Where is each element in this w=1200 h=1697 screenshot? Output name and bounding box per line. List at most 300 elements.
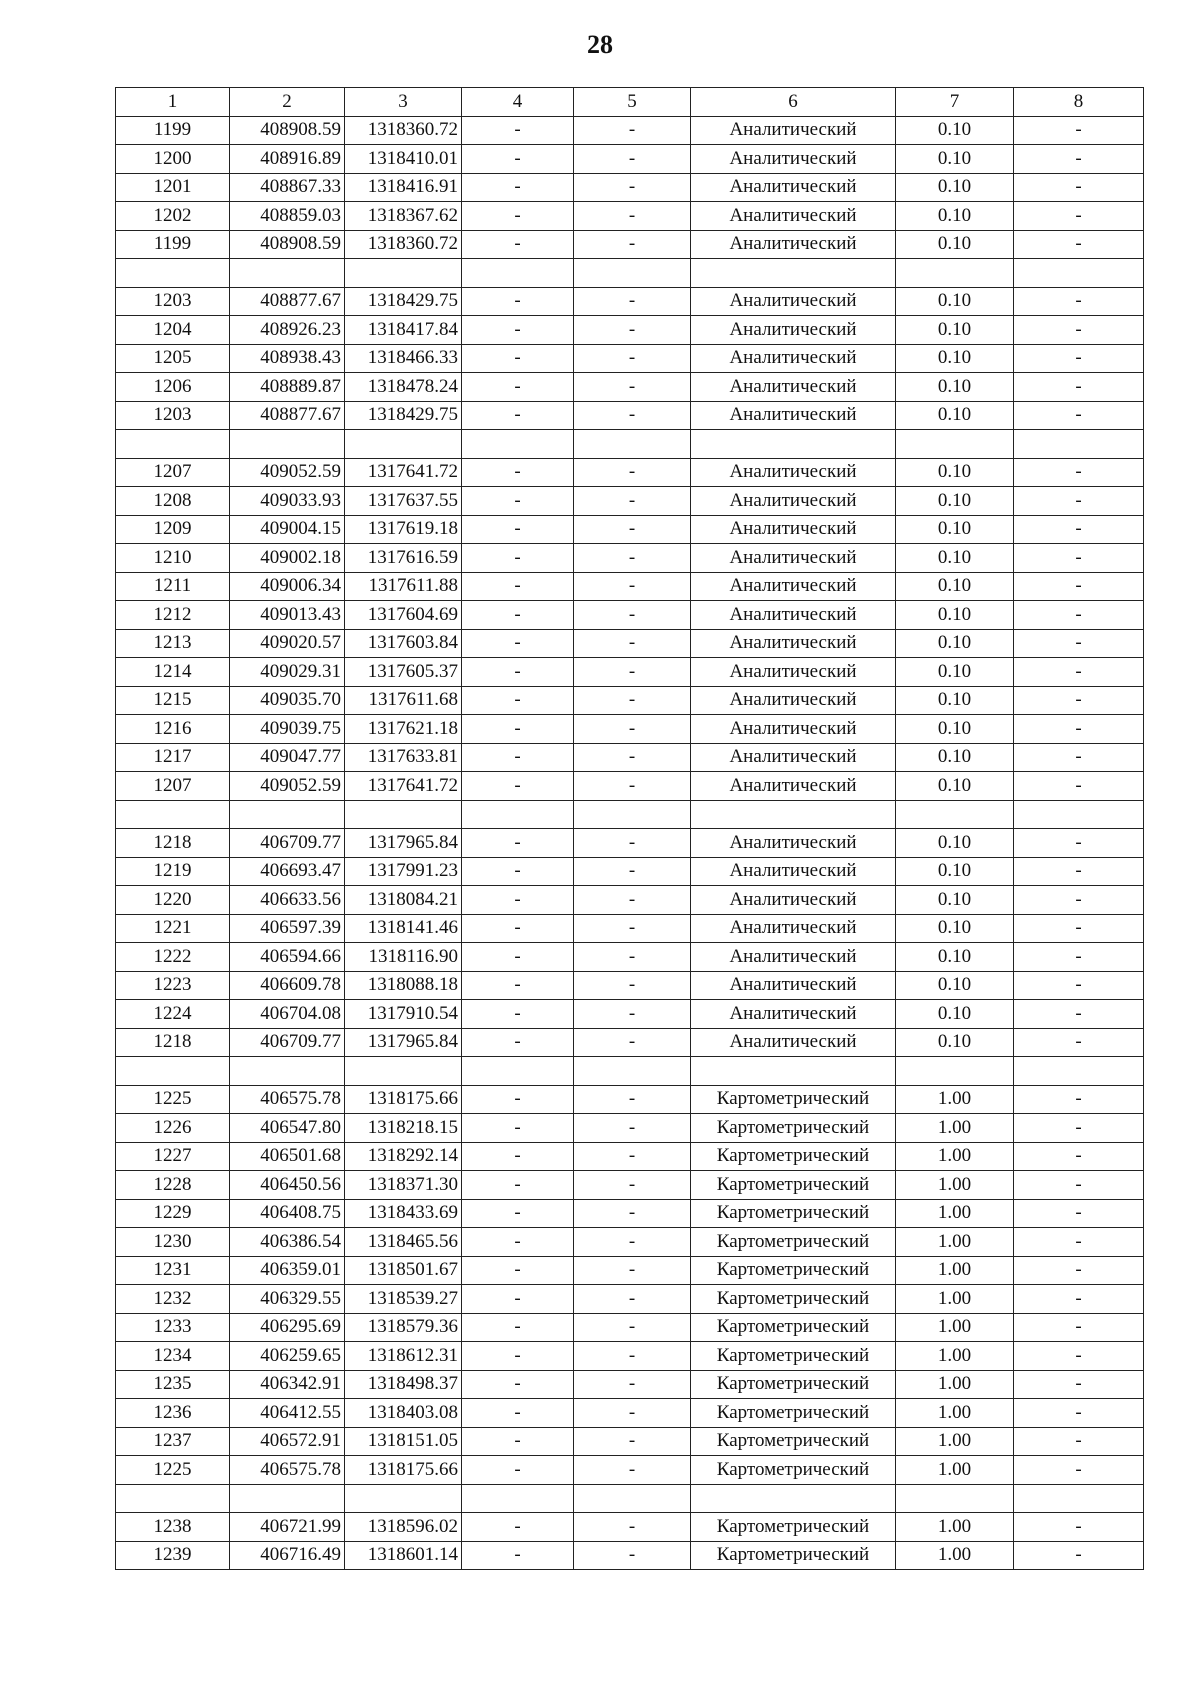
cell-point-number: 1212 <box>116 601 230 630</box>
cell-col-5: - <box>574 1228 691 1257</box>
cell-col-4: - <box>462 401 574 430</box>
table-row <box>116 629 1144 658</box>
cell-col-8: - <box>1014 1342 1144 1371</box>
cell-point-number: 1203 <box>116 401 230 430</box>
cell-x-coordinate: 406295.69 <box>230 1313 345 1342</box>
cell-col-4: - <box>462 914 574 943</box>
cell-x-coordinate: 406594.66 <box>230 943 345 972</box>
cell-point-number: 1221 <box>116 914 230 943</box>
cell-col-8: - <box>1014 1114 1144 1143</box>
cell-col-8: - <box>1014 458 1144 487</box>
coordinates-table <box>115 87 1144 1570</box>
table-row <box>116 743 1144 772</box>
cell-col-5: - <box>574 772 691 801</box>
cell-accuracy: 0.10 <box>896 515 1014 544</box>
cell-point-number: 1218 <box>116 829 230 858</box>
table-row <box>116 686 1144 715</box>
cell-method <box>691 259 896 288</box>
cell-method: Аналитический <box>691 373 896 402</box>
cell-x-coordinate: 406609.78 <box>230 971 345 1000</box>
cell-method: Аналитический <box>691 829 896 858</box>
cell-col-4: - <box>462 943 574 972</box>
cell-col-5: - <box>574 829 691 858</box>
cell-point-number: 1203 <box>116 287 230 316</box>
cell-x-coordinate: 408877.67 <box>230 287 345 316</box>
cell-col-5: - <box>574 1171 691 1200</box>
cell-col-8: - <box>1014 202 1144 231</box>
cell-y-coordinate: 1317633.81 <box>345 743 462 772</box>
cell-col-4: - <box>462 1541 574 1570</box>
table-row <box>116 1342 1144 1371</box>
cell-y-coordinate: 1318218.15 <box>345 1114 462 1143</box>
cell-method: Аналитический <box>691 971 896 1000</box>
cell-x-coordinate: 406450.56 <box>230 1171 345 1200</box>
cell-accuracy: 0.10 <box>896 173 1014 202</box>
column-header-7: 7 <box>896 88 1014 117</box>
cell-col-4 <box>462 1484 574 1513</box>
cell-x-coordinate: 406716.49 <box>230 1541 345 1570</box>
cell-method: Аналитический <box>691 715 896 744</box>
cell-accuracy: 0.10 <box>896 230 1014 259</box>
cell-col-4: - <box>462 458 574 487</box>
cell-accuracy: 0.10 <box>896 772 1014 801</box>
cell-accuracy: 0.10 <box>896 458 1014 487</box>
cell-accuracy: 1.00 <box>896 1456 1014 1485</box>
cell-point-number: 1219 <box>116 857 230 886</box>
cell-y-coordinate: 1318579.36 <box>345 1313 462 1342</box>
cell-col-5: - <box>574 1199 691 1228</box>
cell-x-coordinate: 406597.39 <box>230 914 345 943</box>
cell-x-coordinate: 409029.31 <box>230 658 345 687</box>
cell-accuracy: 0.10 <box>896 943 1014 972</box>
cell-point-number <box>116 1057 230 1086</box>
cell-x-coordinate: 409033.93 <box>230 487 345 516</box>
cell-col-8: - <box>1014 544 1144 573</box>
cell-point-number: 1238 <box>116 1513 230 1542</box>
table-row <box>116 344 1144 373</box>
cell-col-5: - <box>574 971 691 1000</box>
cell-point-number: 1204 <box>116 316 230 345</box>
cell-y-coordinate: 1317965.84 <box>345 1028 462 1057</box>
cell-col-5: - <box>574 544 691 573</box>
cell-y-coordinate: 1318367.62 <box>345 202 462 231</box>
cell-method: Аналитический <box>691 658 896 687</box>
cell-col-4: - <box>462 1028 574 1057</box>
cell-y-coordinate: 1318088.18 <box>345 971 462 1000</box>
cell-col-5: - <box>574 515 691 544</box>
cell-y-coordinate: 1318596.02 <box>345 1513 462 1542</box>
cell-col-5: - <box>574 230 691 259</box>
cell-col-8: - <box>1014 1199 1144 1228</box>
cell-col-4: - <box>462 886 574 915</box>
cell-accuracy: 1.00 <box>896 1285 1014 1314</box>
column-header-6: 6 <box>691 88 896 117</box>
cell-x-coordinate: 408908.59 <box>230 116 345 145</box>
table-row <box>116 202 1144 231</box>
cell-accuracy: 0.10 <box>896 1028 1014 1057</box>
cell-col-5 <box>574 1484 691 1513</box>
cell-accuracy: 0.10 <box>896 743 1014 772</box>
cell-method: Аналитический <box>691 1000 896 1029</box>
cell-col-4: - <box>462 1142 574 1171</box>
cell-point-number: 1207 <box>116 772 230 801</box>
table-row <box>116 971 1144 1000</box>
cell-accuracy: 0.10 <box>896 287 1014 316</box>
cell-point-number: 1233 <box>116 1313 230 1342</box>
cell-method: Картометрический <box>691 1541 896 1570</box>
cell-point-number: 1226 <box>116 1114 230 1143</box>
cell-accuracy: 0.10 <box>896 601 1014 630</box>
cell-point-number: 1237 <box>116 1427 230 1456</box>
cell-col-5: - <box>574 1114 691 1143</box>
table-row <box>116 829 1144 858</box>
cell-x-coordinate: 408859.03 <box>230 202 345 231</box>
cell-col-4 <box>462 1057 574 1086</box>
cell-accuracy: 1.00 <box>896 1370 1014 1399</box>
cell-col-5: - <box>574 943 691 972</box>
cell-col-8 <box>1014 1484 1144 1513</box>
column-header-5: 5 <box>574 88 691 117</box>
column-header-1: 1 <box>116 88 230 117</box>
cell-accuracy: 0.10 <box>896 487 1014 516</box>
cell-method: Аналитический <box>691 401 896 430</box>
cell-x-coordinate: 406721.99 <box>230 1513 345 1542</box>
cell-accuracy <box>896 800 1014 829</box>
cell-x-coordinate: 408889.87 <box>230 373 345 402</box>
cell-col-4: - <box>462 1513 574 1542</box>
cell-x-coordinate: 406412.55 <box>230 1399 345 1428</box>
cell-col-4: - <box>462 772 574 801</box>
cell-y-coordinate: 1318151.05 <box>345 1427 462 1456</box>
cell-col-4: - <box>462 1171 574 1200</box>
table-row <box>116 1199 1144 1228</box>
table-row <box>116 943 1144 972</box>
cell-accuracy: 1.00 <box>896 1313 1014 1342</box>
cell-col-8: - <box>1014 1000 1144 1029</box>
cell-col-4: - <box>462 1199 574 1228</box>
cell-col-5: - <box>574 658 691 687</box>
cell-col-8: - <box>1014 1256 1144 1285</box>
cell-col-5: - <box>574 373 691 402</box>
cell-col-4: - <box>462 629 574 658</box>
cell-col-4: - <box>462 316 574 345</box>
cell-point-number: 1213 <box>116 629 230 658</box>
cell-accuracy: 1.00 <box>896 1513 1014 1542</box>
cell-method: Аналитический <box>691 344 896 373</box>
cell-col-5: - <box>574 1541 691 1570</box>
cell-col-8: - <box>1014 401 1144 430</box>
cell-x-coordinate <box>230 800 345 829</box>
cell-method <box>691 800 896 829</box>
cell-point-number: 1202 <box>116 202 230 231</box>
table-body <box>116 116 1144 1570</box>
cell-accuracy: 0.10 <box>896 373 1014 402</box>
cell-point-number: 1220 <box>116 886 230 915</box>
cell-y-coordinate: 1318175.66 <box>345 1085 462 1114</box>
cell-point-number: 1207 <box>116 458 230 487</box>
table-row <box>116 1000 1144 1029</box>
cell-point-number: 1214 <box>116 658 230 687</box>
cell-col-4: - <box>462 1427 574 1456</box>
cell-accuracy: 0.10 <box>896 116 1014 145</box>
column-header-8: 8 <box>1014 88 1144 117</box>
cell-col-5: - <box>574 686 691 715</box>
cell-point-number: 1222 <box>116 943 230 972</box>
cell-col-4: - <box>462 971 574 1000</box>
cell-x-coordinate <box>230 1484 345 1513</box>
cell-col-4: - <box>462 715 574 744</box>
cell-point-number: 1216 <box>116 715 230 744</box>
table-row <box>116 715 1144 744</box>
cell-col-8: - <box>1014 1541 1144 1570</box>
cell-col-5: - <box>574 458 691 487</box>
cell-col-4: - <box>462 686 574 715</box>
cell-accuracy: 1.00 <box>896 1114 1014 1143</box>
cell-method: Аналитический <box>691 173 896 202</box>
cell-method: Аналитический <box>691 886 896 915</box>
table-row <box>116 772 1144 801</box>
cell-point-number: 1230 <box>116 1228 230 1257</box>
cell-col-8: - <box>1014 1313 1144 1342</box>
cell-method: Картометрический <box>691 1228 896 1257</box>
cell-col-8: - <box>1014 1028 1144 1057</box>
cell-col-8: - <box>1014 572 1144 601</box>
cell-accuracy: 1.00 <box>896 1427 1014 1456</box>
separator-row <box>116 259 1144 288</box>
cell-col-5: - <box>574 743 691 772</box>
cell-col-5: - <box>574 1427 691 1456</box>
cell-point-number: 1211 <box>116 572 230 601</box>
cell-accuracy: 0.10 <box>896 1000 1014 1029</box>
cell-x-coordinate: 408938.43 <box>230 344 345 373</box>
cell-method: Картометрический <box>691 1399 896 1428</box>
cell-col-4: - <box>462 1399 574 1428</box>
cell-y-coordinate: 1318429.75 <box>345 287 462 316</box>
cell-method <box>691 1484 896 1513</box>
cell-method: Картометрический <box>691 1313 896 1342</box>
table-row <box>116 230 1144 259</box>
cell-point-number: 1201 <box>116 173 230 202</box>
cell-method: Аналитический <box>691 601 896 630</box>
cell-point-number: 1217 <box>116 743 230 772</box>
cell-y-coordinate: 1318433.69 <box>345 1199 462 1228</box>
table-header-row <box>116 88 1144 117</box>
cell-y-coordinate: 1317605.37 <box>345 658 462 687</box>
cell-point-number: 1218 <box>116 1028 230 1057</box>
cell-point-number: 1234 <box>116 1342 230 1371</box>
cell-col-5: - <box>574 886 691 915</box>
table-row <box>116 1228 1144 1257</box>
cell-col-4: - <box>462 1085 574 1114</box>
cell-col-4: - <box>462 601 574 630</box>
cell-col-4 <box>462 430 574 459</box>
cell-accuracy: 1.00 <box>896 1228 1014 1257</box>
cell-x-coordinate: 409020.57 <box>230 629 345 658</box>
cell-x-coordinate: 406693.47 <box>230 857 345 886</box>
cell-accuracy: 1.00 <box>896 1342 1014 1371</box>
cell-method: Картометрический <box>691 1085 896 1114</box>
cell-col-8: - <box>1014 658 1144 687</box>
cell-method: Картометрический <box>691 1456 896 1485</box>
cell-col-4: - <box>462 202 574 231</box>
cell-col-8: - <box>1014 316 1144 345</box>
cell-accuracy: 0.10 <box>896 145 1014 174</box>
cell-y-coordinate <box>345 1057 462 1086</box>
cell-col-4: - <box>462 743 574 772</box>
cell-col-8: - <box>1014 373 1144 402</box>
cell-method: Картометрический <box>691 1142 896 1171</box>
cell-method: Аналитический <box>691 544 896 573</box>
cell-point-number <box>116 1484 230 1513</box>
cell-y-coordinate: 1317965.84 <box>345 829 462 858</box>
cell-point-number: 1229 <box>116 1199 230 1228</box>
cell-method <box>691 1057 896 1086</box>
cell-method: Аналитический <box>691 572 896 601</box>
cell-col-4: - <box>462 1370 574 1399</box>
cell-x-coordinate: 409052.59 <box>230 458 345 487</box>
table-row <box>116 116 1144 145</box>
cell-y-coordinate: 1318371.30 <box>345 1171 462 1200</box>
cell-x-coordinate <box>230 430 345 459</box>
cell-point-number: 1199 <box>116 230 230 259</box>
cell-method: Аналитический <box>691 145 896 174</box>
cell-method: Аналитический <box>691 487 896 516</box>
cell-point-number <box>116 259 230 288</box>
cell-y-coordinate: 1318410.01 <box>345 145 462 174</box>
cell-y-coordinate: 1318466.33 <box>345 344 462 373</box>
cell-col-8: - <box>1014 601 1144 630</box>
cell-accuracy <box>896 259 1014 288</box>
cell-accuracy: 0.10 <box>896 686 1014 715</box>
cell-x-coordinate: 406547.80 <box>230 1114 345 1143</box>
cell-col-8: - <box>1014 686 1144 715</box>
cell-col-8: - <box>1014 487 1144 516</box>
cell-accuracy <box>896 430 1014 459</box>
cell-y-coordinate: 1318360.72 <box>345 116 462 145</box>
table-row <box>116 1285 1144 1314</box>
cell-x-coordinate: 406575.78 <box>230 1456 345 1485</box>
cell-col-4: - <box>462 1000 574 1029</box>
cell-col-8: - <box>1014 857 1144 886</box>
cell-col-4: - <box>462 1342 574 1371</box>
cell-x-coordinate: 409002.18 <box>230 544 345 573</box>
cell-method: Аналитический <box>691 116 896 145</box>
table-row <box>116 572 1144 601</box>
cell-y-coordinate: 1318360.72 <box>345 230 462 259</box>
cell-y-coordinate: 1318292.14 <box>345 1142 462 1171</box>
separator-row <box>116 1057 1144 1086</box>
cell-point-number: 1225 <box>116 1085 230 1114</box>
cell-method: Картометрический <box>691 1114 896 1143</box>
cell-accuracy: 0.10 <box>896 401 1014 430</box>
cell-col-5 <box>574 259 691 288</box>
cell-accuracy: 1.00 <box>896 1085 1014 1114</box>
table-row <box>116 401 1144 430</box>
cell-col-5: - <box>574 202 691 231</box>
cell-y-coordinate: 1318465.56 <box>345 1228 462 1257</box>
table-row <box>116 1028 1144 1057</box>
cell-point-number: 1231 <box>116 1256 230 1285</box>
cell-col-8: - <box>1014 116 1144 145</box>
cell-method: Картометрический <box>691 1342 896 1371</box>
table-row <box>116 458 1144 487</box>
cell-y-coordinate: 1317637.55 <box>345 487 462 516</box>
cell-col-8: - <box>1014 1513 1144 1542</box>
cell-col-8 <box>1014 800 1144 829</box>
cell-col-5: - <box>574 1028 691 1057</box>
table-row <box>116 1171 1144 1200</box>
cell-col-8: - <box>1014 886 1144 915</box>
cell-y-coordinate: 1317611.88 <box>345 572 462 601</box>
cell-col-4: - <box>462 287 574 316</box>
cell-col-4: - <box>462 1228 574 1257</box>
cell-y-coordinate: 1318403.08 <box>345 1399 462 1428</box>
cell-x-coordinate: 409006.34 <box>230 572 345 601</box>
cell-x-coordinate: 406704.08 <box>230 1000 345 1029</box>
cell-col-5: - <box>574 1370 691 1399</box>
cell-col-5: - <box>574 715 691 744</box>
cell-method: Аналитический <box>691 686 896 715</box>
cell-point-number: 1225 <box>116 1456 230 1485</box>
cell-y-coordinate: 1318539.27 <box>345 1285 462 1314</box>
cell-col-5: - <box>574 1256 691 1285</box>
cell-col-8: - <box>1014 971 1144 1000</box>
cell-y-coordinate: 1317619.18 <box>345 515 462 544</box>
cell-method: Аналитический <box>691 943 896 972</box>
cell-method: Картометрический <box>691 1370 896 1399</box>
cell-method <box>691 430 896 459</box>
cell-col-4: - <box>462 1285 574 1314</box>
cell-y-coordinate: 1317621.18 <box>345 715 462 744</box>
cell-col-5: - <box>574 914 691 943</box>
cell-col-4: - <box>462 515 574 544</box>
cell-col-4: - <box>462 1313 574 1342</box>
cell-point-number: 1223 <box>116 971 230 1000</box>
cell-method: Аналитический <box>691 743 896 772</box>
cell-col-8: - <box>1014 173 1144 202</box>
cell-y-coordinate: 1317910.54 <box>345 1000 462 1029</box>
cell-x-coordinate: 406709.77 <box>230 829 345 858</box>
cell-x-coordinate: 409004.15 <box>230 515 345 544</box>
table-row <box>116 1370 1144 1399</box>
cell-col-4: - <box>462 572 574 601</box>
cell-point-number: 1210 <box>116 544 230 573</box>
cell-y-coordinate: 1317611.68 <box>345 686 462 715</box>
cell-y-coordinate: 1317991.23 <box>345 857 462 886</box>
cell-method: Аналитический <box>691 316 896 345</box>
cell-x-coordinate: 406572.91 <box>230 1427 345 1456</box>
cell-method: Аналитический <box>691 1028 896 1057</box>
cell-accuracy: 0.10 <box>896 914 1014 943</box>
cell-point-number: 1209 <box>116 515 230 544</box>
cell-y-coordinate: 1318429.75 <box>345 401 462 430</box>
separator-row <box>116 430 1144 459</box>
cell-col-8: - <box>1014 1456 1144 1485</box>
table-row <box>116 1114 1144 1143</box>
cell-point-number: 1205 <box>116 344 230 373</box>
cell-y-coordinate: 1318084.21 <box>345 886 462 915</box>
cell-accuracy: 0.10 <box>896 572 1014 601</box>
cell-x-coordinate: 408908.59 <box>230 230 345 259</box>
cell-x-coordinate <box>230 1057 345 1086</box>
cell-x-coordinate: 406709.77 <box>230 1028 345 1057</box>
table-row <box>116 544 1144 573</box>
cell-x-coordinate: 406386.54 <box>230 1228 345 1257</box>
cell-y-coordinate: 1318612.31 <box>345 1342 462 1371</box>
cell-accuracy: 0.10 <box>896 857 1014 886</box>
cell-col-5: - <box>574 487 691 516</box>
cell-method: Аналитический <box>691 515 896 544</box>
